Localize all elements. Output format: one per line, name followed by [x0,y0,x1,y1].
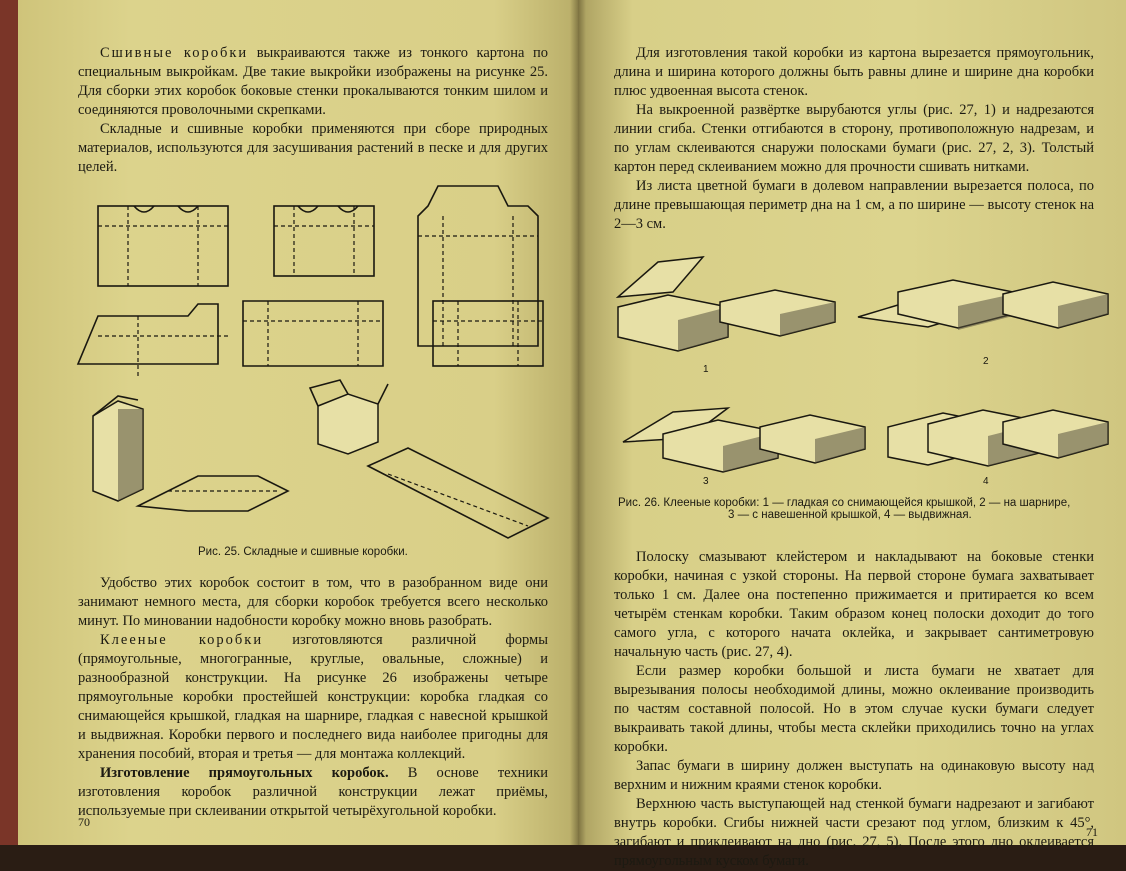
book-spine-shadow [570,0,586,845]
paragraph: Полоску смазывают клейстером и накладывают на боковые стенки коробки, начиная с узкой стороны. На первой стороне бумага захватывает только 1 см. Далее она постепенно прижимается и притирается ко всем четырём стенкам коробки. Таким образом конец полоски доходит до того самого угла, с которого начата оклейка, и закрывает сантиметровую начальную часть (рис. 27, 4). [614,549,1094,660]
paragraph [78,764,548,821]
figure-26-caption [618,497,1108,521]
right-text-bottom [614,548,1094,871]
caption-line: 3 — с навешенной крышкой, 4 — выдвижная. [728,509,972,521]
section-heading: Изготовление прямоугольных коробок. [100,765,389,781]
assembled-box-1 [93,396,143,501]
paragraph: Удобство этих коробок состоит в том, что в разобранном виде они занимают немного места, для сборки коробок требуется всего несколько минут. По миновании надобности коробку можно вновь разобрать. [78,575,548,629]
box-1-removable-lid [618,257,835,351]
page-number-left: 70 [78,815,90,829]
box-3-hanging-lid [623,408,865,472]
paragraph: Складные и сшивные коробки применяются при сборе природных материалов, используются для засушивания растений в песке и для других целей. [78,121,548,175]
box-pattern-5 [243,301,383,366]
page-number-right: 71 [1086,825,1098,839]
figure-label-2: 2 [983,356,989,367]
paragraph: Если размер коробки большой и листа бумаги не хватает для вырезывания полосы необходимой длины, можно оклеивание производить по частям составной полосой. Но в этом случае куски бумаги следует выкраивать такой длины, чтобы места склейки приходились точно на углах коробки. [614,663,1094,755]
term-glued-boxes: Клееные коробки [100,632,264,648]
figure-label-3: 3 [703,476,709,487]
flat-pattern-1 [138,476,288,511]
left-text-top [78,44,548,177]
paragraph: Для изготовления такой коробки из картона вырезается прямоугольник, длина и ширина которого должны быть равны длине и ширине дна коробки плюс удвоенная высота стенок. [614,45,1094,99]
box-pattern-3 [418,186,538,346]
paragraph: Верхнюю часть выступающей над стенкой бумаги надрезают и загибают внутрь коробки. Сгибы нижней части срезают под углом, близким к 45°, загибают и приклеивают на дно (рис. 27, 5). После этого дно оклеивается прямоугольным куском бумаги. [614,796,1094,869]
box-4-sliding [888,410,1108,466]
paragraph-text: В основе техники изготовления коробок различной конструкции лежат приёмы, используемые при склеивании открытой четырёхугольной коробки. [78,765,548,819]
flat-pattern-2 [368,448,548,538]
figure-25-caption: Рис. 25. Складные и сшивные коробки. [198,546,408,558]
box-pattern-1 [98,206,228,286]
box-pattern-2 [274,206,374,276]
paragraph [78,631,548,764]
left-page [18,0,578,845]
figure-25 [78,176,558,536]
figure-label-4: 4 [983,476,989,487]
paragraph-text: выкраиваются также из тонкого картона по специальным выкройкам. Две такие выкройки изображены на рисунке 25. Для сборки этих коробок боковые стенки прокалываются тонким шилом и соединяются проволочными скрепками. [78,45,548,118]
paragraph: Запас бумаги в ширину должен выступать на одинаковую высоту над верхним и нижним краями стенок коробки. [614,758,1094,793]
right-page [578,0,1126,869]
paragraph-text: изготовляются различной формы (прямоугольные, многогранные, круглые, овальные, сложные) и разнообразной конструкции. На рисунке 26 изображены четыре прямоугольные коробки простейшей конструкции: коробка гладкая со снимающейся крышкой, гладкая на шарнире, гладкая с навесной крышкой и выдвижная. Коробки первого и последнего вида наиболее пригодны для хранения пособий, вторая и третья — для монтажа коллекций. [78,632,548,762]
caption-line: Рис. 26. Клееные коробки: 1 — гладкая со снимающейся крышкой, 2 — на шарнире, [618,497,1071,509]
figure-26 [608,252,1108,492]
box-pattern-4 [78,304,228,376]
box-pattern-6 [433,301,543,366]
assembled-box-2 [310,380,388,454]
paragraph [78,44,548,120]
box-2-hinged [858,280,1108,330]
paragraph: На выкроенной развёртке вырубаются углы (рис. 27, 1) и надрезаются линии сгиба. Стенки отгибаются в сторону, противоположную надрезам, и по углам склеиваются снаружи полосками бумаги (рис. 27, 2, 3). Толстый картон перед склеиванием можно для прочности сшивать нитками. [614,102,1094,175]
term-sewn-boxes: Сшивные коробки [100,45,249,61]
right-text-top [614,44,1094,234]
left-text-bottom [78,574,548,821]
figure-label-1: 1 [703,364,709,375]
paragraph: Из листа цветной бумаги в долевом направлении вырезается полоса, по длине превышающая периметр дна на 1 см, а по ширине — высоту стенок на 2—3 см. [614,178,1094,232]
